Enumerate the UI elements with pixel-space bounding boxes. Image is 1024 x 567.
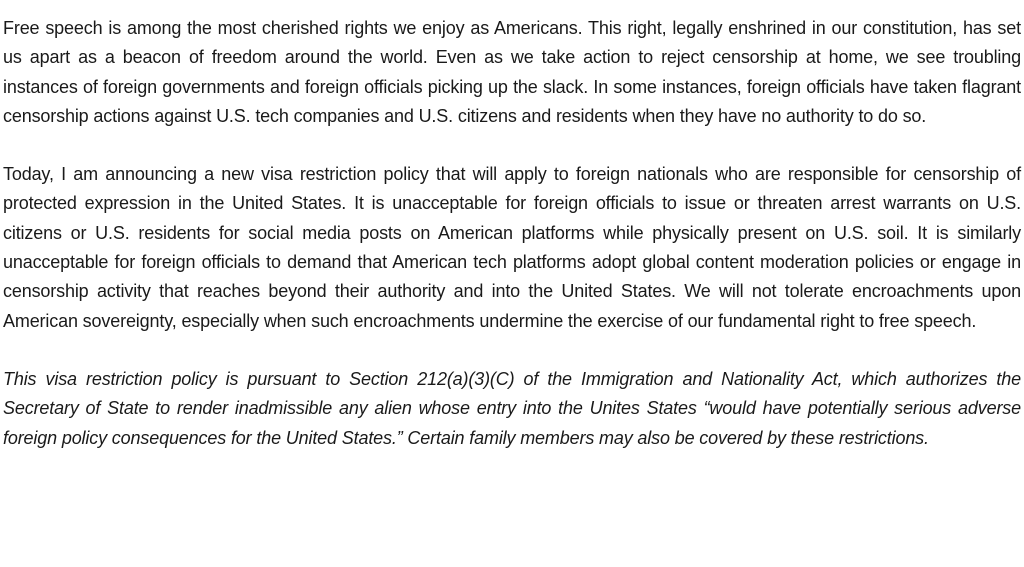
paragraph-visa-policy-announcement: Today, I am announcing a new visa restriction policy that will apply to foreign nationals who are responsible for censorship of protected expression in the United States. It is unacceptable for foreign officials to issue or threaten arrest warrants on U.S. citizens or U.S. residents for social media posts on American platforms while physically present on U.S. soil. It is similarly unacceptable for foreign officials to demand that American tech platforms adopt global content moderation policies or engage in censorship activity that reaches beyond their authority and into the United States. We will not tolerate encroachments upon American sovereignty, especially when such encroachments undermine the exercise of our fundamental right to free speech. [3, 164, 1021, 331]
paragraph-legal-basis: This visa restriction policy is pursuant to Section 212(a)(3)(C) of the Immigration and Nationality Act, which authorizes the Secretary of State to render inadmissible any alien whose entry into the Unites States “would have potentially serious adverse foreign policy consequences for the United States.” Certain family members may also be covered by these restrictions. [3, 368, 1021, 448]
paragraph-free-speech: Free speech is among the most cherished rights we enjoy as Americans. This right, legally enshrined in our constitution, has set us apart as a beacon of freedom around the world. Even as we take action to reject censorship at home, we see troubling instances of foreign governments and foreign officials picking up the slack. In some instances, foreign officials have taken flagrant censorship actions against U.S. tech companies and U.S. citizens and residents when they have no authority to do so. [3, 18, 1021, 126]
